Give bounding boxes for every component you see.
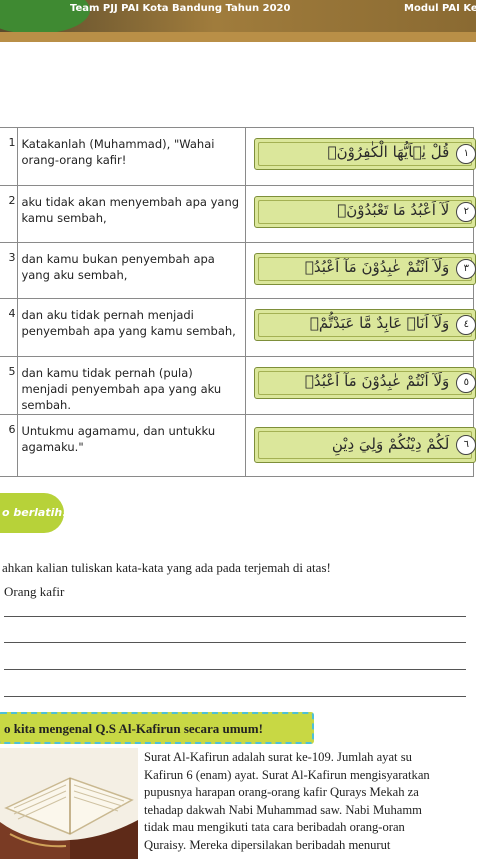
description-line: tehadap dakwah Nabi Muhammad saw. Nabi Muhamm xyxy=(144,802,422,817)
verse-number: 4 xyxy=(0,299,18,357)
ayah-number-badge: ٦ xyxy=(456,435,476,455)
description-line: Quraisy. Mereka dipersilakan beribadah menurut xyxy=(144,837,391,852)
ayah-frame xyxy=(254,309,476,341)
verse-number: 1 xyxy=(0,128,18,186)
ayah-arabic-text: لَآ اَعْبُدُ مَا تَعْبُدُوْنَۙ xyxy=(337,201,450,219)
quran-illustration xyxy=(0,748,138,859)
verse-arabic-cell xyxy=(246,357,474,415)
description-line: Kafirun 6 (enam) ayat. Surat Al-Kafirun mengisyaratkan xyxy=(144,767,430,782)
verse-arabic-cell xyxy=(246,243,474,299)
practice-badge-label: o berlatih! xyxy=(2,506,68,519)
ayah-frame xyxy=(254,427,476,463)
verse-arabic-cell xyxy=(246,128,474,186)
ayah-frame xyxy=(254,367,476,399)
header-right-title: Modul PAI Kelas xyxy=(404,3,494,14)
ayah-number-badge: ٢ xyxy=(456,202,476,222)
answer-line-1-text: Orang kafir xyxy=(4,584,65,599)
verse-translation: Untukmu agamamu, dan untukku agamaku." xyxy=(18,415,246,477)
description-line: tidak mau mengikuti tata cara beribadah orang-oran xyxy=(144,820,405,834)
answer-line xyxy=(4,669,466,670)
description-line: Surat Al-Kafirun adalah surat ke-109. Jumlah ayat su xyxy=(144,750,412,764)
ayah-frame xyxy=(254,138,476,170)
verse-row xyxy=(0,299,474,357)
verse-row xyxy=(0,128,474,186)
verse-translation: dan kamu tidak pernah (pula) menjadi penyembah apa yang aku sembah. xyxy=(18,357,246,415)
verse-table xyxy=(0,127,474,477)
verse-row xyxy=(0,357,474,415)
ayah-frame xyxy=(254,196,476,228)
answer-line xyxy=(4,616,466,617)
practice-badge xyxy=(0,493,68,533)
ayah-number-badge: ٤ xyxy=(456,315,476,335)
ayah-arabic-text: وَلَآ اَنْتُمْ عٰبِدُوْنَ مَآ اَعْبُدُۗ xyxy=(304,372,450,390)
verse-number: 3 xyxy=(0,243,18,299)
verse-row xyxy=(0,415,474,477)
verse-row xyxy=(0,243,474,299)
header-strip xyxy=(0,32,476,42)
ayah-number-badge: ١ xyxy=(456,144,476,164)
verse-number: 5 xyxy=(0,357,18,415)
verse-number: 2 xyxy=(0,186,18,243)
verse-arabic-cell xyxy=(246,186,474,243)
verse-number: 6 xyxy=(0,415,18,477)
section-title: o kita mengenal Q.S Al-Kafirun secara umum! xyxy=(4,721,263,736)
verse-translation: dan kamu bukan penyembah apa yang aku sembah, xyxy=(18,243,246,299)
quran-book-icon xyxy=(0,748,138,859)
header-left-title: Team PJJ PAI Kota Bandung Tahun 2020 xyxy=(70,3,291,14)
ayah-arabic-text: قُلْ يٰۤاَيُّهَا الْكٰفِرُوْنَۙ xyxy=(327,143,450,161)
ayah-frame xyxy=(254,253,476,285)
verse-arabic-cell xyxy=(246,299,474,357)
answer-line xyxy=(4,696,466,697)
exercise-instruction: ahkan kalian tuliskan kata-kata yang ada pada terjemah di atas! xyxy=(2,560,331,575)
description-line: pupusnya harapan orang-orang kafir Qurays Mekah za xyxy=(144,785,419,799)
ayah-arabic-text: وَلَآ اَنَا۠ عَابِدٌ مَّا عَبَدْتُّمْۙ xyxy=(309,314,450,332)
verse-row xyxy=(0,186,474,243)
ayah-number-badge: ٣ xyxy=(456,259,476,279)
answer-line xyxy=(4,642,466,643)
surah-description xyxy=(144,749,484,854)
page-header xyxy=(0,0,494,42)
verse-arabic-cell xyxy=(246,415,474,477)
verse-translation: aku tidak akan menyembah apa yang kamu sembah, xyxy=(18,186,246,243)
section-banner xyxy=(0,712,314,744)
ayah-arabic-text: لَكُمْ دِيْنُكُمْ وَلِيَ دِيْنِ xyxy=(331,435,450,453)
ayah-arabic-text: وَلَآ اَنْتُمْ عٰبِدُوْنَ مَآ اَعْبُدُۚ xyxy=(304,258,450,276)
verse-translation: Katakanlah (Muhammad), "Wahai orang-orang kafir! xyxy=(18,128,246,186)
ayah-number-badge: ٥ xyxy=(456,373,476,393)
verse-translation: dan aku tidak pernah menjadi penyembah apa yang kamu sembah, xyxy=(18,299,246,357)
